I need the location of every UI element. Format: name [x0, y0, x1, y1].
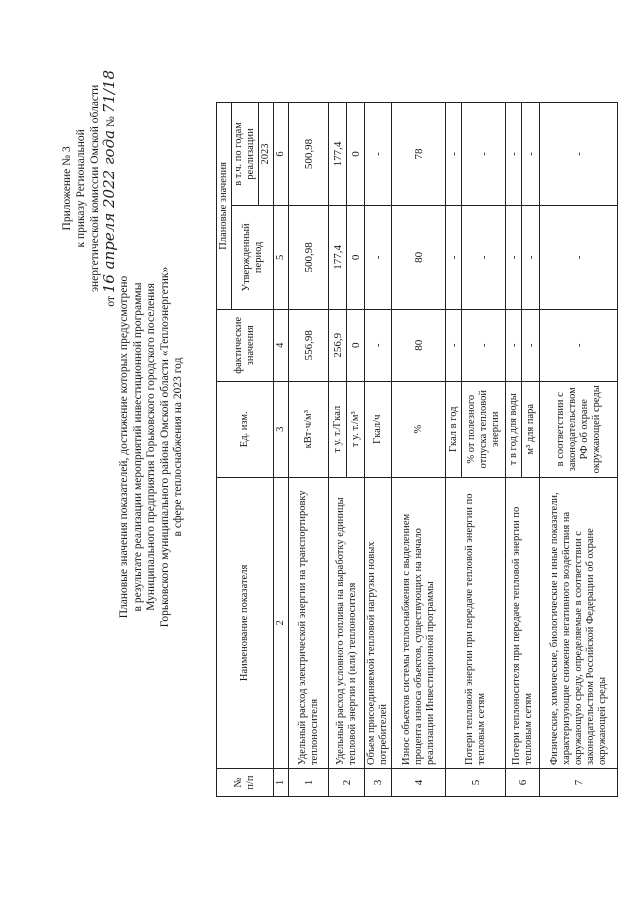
handwritten-date: 16 апреля 2022 года: [100, 129, 118, 294]
table-row: [365, 103, 392, 797]
row-name: Потери тепловой энергии при передаче тепловой энергии по тепловым сетям: [446, 477, 506, 768]
appendix-line-2: к приказу Региональной: [75, 129, 87, 248]
row-approved: 500,98: [289, 205, 329, 309]
row-actual: -: [540, 309, 618, 381]
appendix-date-line: [102, 70, 118, 307]
row-num: 4: [392, 769, 446, 797]
row-actual: 80: [392, 309, 446, 381]
col-number: 1: [274, 769, 289, 797]
row-year: 0: [347, 103, 365, 206]
row-year: 177,4: [329, 103, 347, 206]
table-row: [540, 103, 618, 797]
header-by-year: в т.ч. по годам реализации: [232, 103, 259, 206]
row-name: Удельный расход электрической энергии на транспортировку теплоносителя: [289, 477, 329, 768]
row-unit: м³ для пара: [522, 381, 540, 477]
row-actual: -: [365, 309, 392, 381]
row-actual: 0: [347, 309, 365, 381]
header-name: Наименование показателя: [217, 477, 274, 768]
row-actual: -: [506, 309, 522, 381]
row-num: 1: [289, 769, 329, 797]
row-approved: -: [506, 205, 522, 309]
header-row: [217, 103, 232, 797]
row-num: 6: [506, 769, 540, 797]
row-unit: кВт·ч/м³: [289, 381, 329, 477]
indicators-table: [216, 102, 618, 797]
row-actual: -: [522, 309, 540, 381]
row-unit: т у. т./м³: [347, 381, 365, 477]
title-line-1: Плановые значения показателей, достижение которых предусмотрено: [118, 275, 130, 619]
row-name: Объем присоединяемой тепловой нагрузки новых потребителей: [365, 477, 392, 768]
row-name: Потери теплоносителя при передаче тепловой энергии по тепловым сетям: [506, 477, 540, 768]
row-year: -: [522, 103, 540, 206]
date-prefix: от: [105, 296, 117, 307]
row-approved: -: [365, 205, 392, 309]
table-row: [446, 103, 462, 797]
row-approved: 177,4: [329, 205, 347, 309]
header-unit: Ед. изм.: [217, 381, 274, 477]
table-row: [392, 103, 446, 797]
row-actual: 256,9: [329, 309, 347, 381]
header-plan: Плановые значения: [217, 103, 232, 310]
column-number-row: [274, 103, 289, 797]
table-row: [329, 103, 347, 797]
row-name: Удельный расход условного топлива на выработку единицы тепловой энергии и (или) теплоносителя: [329, 477, 365, 768]
row-unit: %: [392, 381, 446, 477]
row-actual: -: [446, 309, 462, 381]
row-unit: т у. т./Гкал: [329, 381, 347, 477]
table-row: [506, 103, 522, 797]
header-actual: фактические значения: [217, 309, 274, 381]
col-number: 4: [274, 309, 289, 381]
row-unit: Гкал в год: [446, 381, 462, 477]
row-num: 7: [540, 769, 618, 797]
col-number: 3: [274, 381, 289, 477]
handwritten-number: 71/18: [100, 70, 118, 114]
appendix-line-1: Приложение № 3: [61, 146, 73, 231]
row-year: -: [365, 103, 392, 206]
header-num: № п/п: [217, 769, 274, 797]
row-num: 2: [329, 769, 365, 797]
row-actual: 556,98: [289, 309, 329, 381]
col-number: 2: [274, 477, 289, 768]
title-line-4: Горьковского муниципального района Омской области «Теплоэнергетик»: [158, 266, 171, 628]
row-unit: в соответствии с законодательством РФ об охране окружающей среды: [540, 381, 618, 477]
header-approved: Утвержденный период: [232, 205, 274, 309]
table-row: [289, 103, 329, 797]
header-year: 2023: [259, 103, 274, 206]
appendix-line-3: энергетической комиссии Омской области: [89, 84, 101, 292]
row-actual: -: [462, 309, 506, 381]
row-unit: Гкал/ч: [365, 381, 392, 477]
title-line-3: Муниципального предприятия Горьковского городского поселения: [145, 283, 157, 611]
row-year: 78: [392, 103, 446, 206]
row-approved: -: [446, 205, 462, 309]
row-approved: 80: [392, 205, 446, 309]
appendix-header: [60, 70, 118, 307]
row-approved: -: [540, 205, 618, 309]
row-num: 5: [446, 769, 506, 797]
col-number: 6: [274, 103, 289, 206]
number-prefix: №: [105, 116, 117, 128]
row-year: -: [540, 103, 618, 206]
row-year: -: [462, 103, 506, 206]
row-approved: 0: [347, 205, 365, 309]
document-title: [118, 167, 186, 727]
row-approved: -: [462, 205, 506, 309]
row-num: 3: [365, 769, 392, 797]
col-number: 5: [274, 205, 289, 309]
row-unit: % от полезного отпуска тепловой энергии: [462, 381, 506, 477]
row-year: 500,98: [289, 103, 329, 206]
row-unit: т в год для воды: [506, 381, 522, 477]
title-line-5: в сфере теплоснабжения на 2023 год: [172, 357, 184, 537]
row-year: -: [506, 103, 522, 206]
row-name: Износ объектов системы теплоснабжения с выделением процента износа объектов, существующих на начало реализации Инвестиционной программы: [392, 477, 446, 768]
title-line-2: в результате реализации мероприятий инвестиционной программы: [131, 282, 144, 612]
row-approved: -: [522, 205, 540, 309]
row-year: -: [446, 103, 462, 206]
row-name: Физические, химические, биологические и иные показатели, характеризующие снижение негативного воздействия на окружающую среду, определяемые в соответствии с законодательством Российской Федерации об охране окружающей среды: [540, 477, 618, 768]
